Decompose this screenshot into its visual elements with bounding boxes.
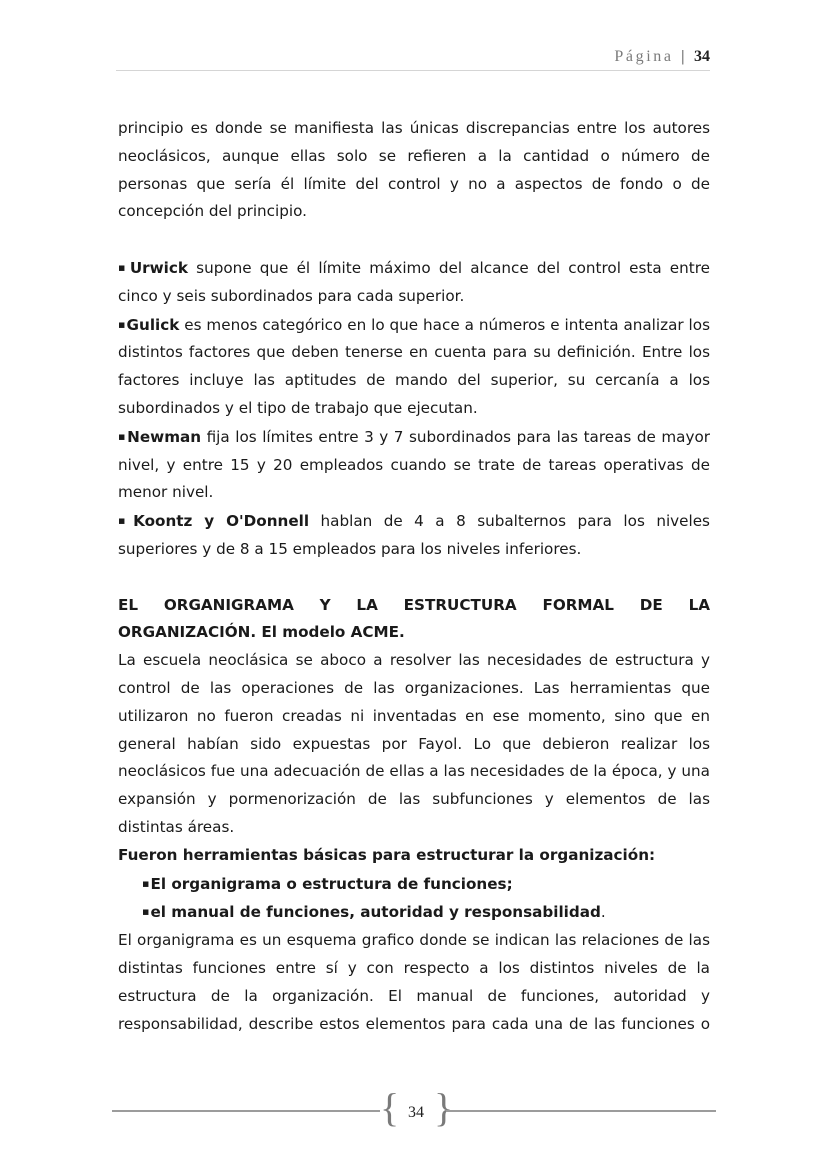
bullet-icon: ▪ [142,905,150,919]
author-newman [118,423,710,507]
page-footer [112,1085,716,1130]
bullet-icon: ▪ [118,260,129,274]
right-brace-icon: } [434,1085,454,1130]
author-text: fija los límites entre 3 y 7 subordinados para las tareas de mayor nivel, y entre 15 y 20 empleados cuando se trate de tareas operativas de menor nivel. [118,427,710,502]
bullet-icon: ▪ [142,876,150,890]
author-urwick [118,254,710,311]
section-heading-line-1: EL ORGANIGRAMA Y LA ESTRUCTURA FORMAL DE LA [118,595,710,614]
paragraph-neoclassical-school: La escuela neoclásica se aboco a resolver las necesidades de estructura y control de las operaciones de las organizaciones. Las herramientas que utilizaron no fueron creadas ni inventadas en ese momento, sino que en general habían sido expuestas por Fayol. Lo que debieron realizar los neoclásicos fue una adecuación de ellas a las necesidades de la época, y una expansión y pormenorización de las subfunciones y elementos de las distintas áreas. [118,651,710,836]
author-text: hablan de 4 a 8 subalternos para los niveles superiores y de 8 a 15 empleados para los niveles inferiores. [118,512,710,558]
section-heading-line-2: ORGANIZACIÓN. El modelo ACME. [118,623,405,642]
author-gulick [118,311,710,423]
tool-item-manual [118,898,710,927]
paragraph-control-limit: principio es donde se manifiesta las únicas discrepancias entre los autores neoclásicos, aunque ellas solo se refieren a la cantidad o número de personas que sería él límite del control y no a aspectos de fondo o de concepción del principio. [118,119,710,221]
author-text: es menos categórico en lo que hace a números e intenta analizar los distintos factores que deben tenerse en cuenta para su definición. Entre los factores incluye las aptitudes de mando del superior, su cercanía a los subordinados y el tipo de trabajo que ejecutan. [118,315,710,417]
header-divider [116,70,710,71]
tool-item-organigrama [118,870,710,899]
author-name: Koontz y O'Donnell [133,512,310,531]
paragraph-organigrama-definition: El organigrama es un esquema grafico donde se indican las relaciones de las distintas funciones entre sí y con respecto a los distintos niveles de la estructura de la organización. El manual de funciones, autoridad y responsabilidad, describe estos elementos para cada una de las funciones o [118,931,710,1033]
bullet-icon: ▪ [118,317,126,331]
author-name: Gulick [126,315,180,334]
footer-page-number: 34 [408,1104,424,1121]
author-koontz-odonnell [118,507,710,564]
left-brace-icon: { [380,1085,400,1130]
spacer [118,226,710,254]
tool-text: el manual de funciones, autoridad y responsabilidad [150,903,601,922]
footer-rule-right [446,1110,716,1112]
bullet-icon: ▪ [118,429,127,443]
footer-rule-left [112,1110,380,1112]
bullet-icon: ▪ [118,514,133,528]
header-label: Página [614,48,674,65]
author-name: Newman [127,427,202,446]
header-separator: | [681,48,685,65]
tool-text: El organigrama o estructura de funciones; [150,874,513,893]
spacer [118,564,710,592]
page-body [118,115,710,1038]
tools-heading: Fueron herramientas básicas para estructurar la organización: [118,845,656,864]
tool-suffix: . [600,903,606,922]
page-header [614,48,710,66]
author-name: Urwick [129,258,188,277]
header-page-number: 34 [694,48,710,65]
author-text: supone que él límite máximo del alcance del control esta entre cinco y seis subordinados para cada superior. [118,258,710,305]
